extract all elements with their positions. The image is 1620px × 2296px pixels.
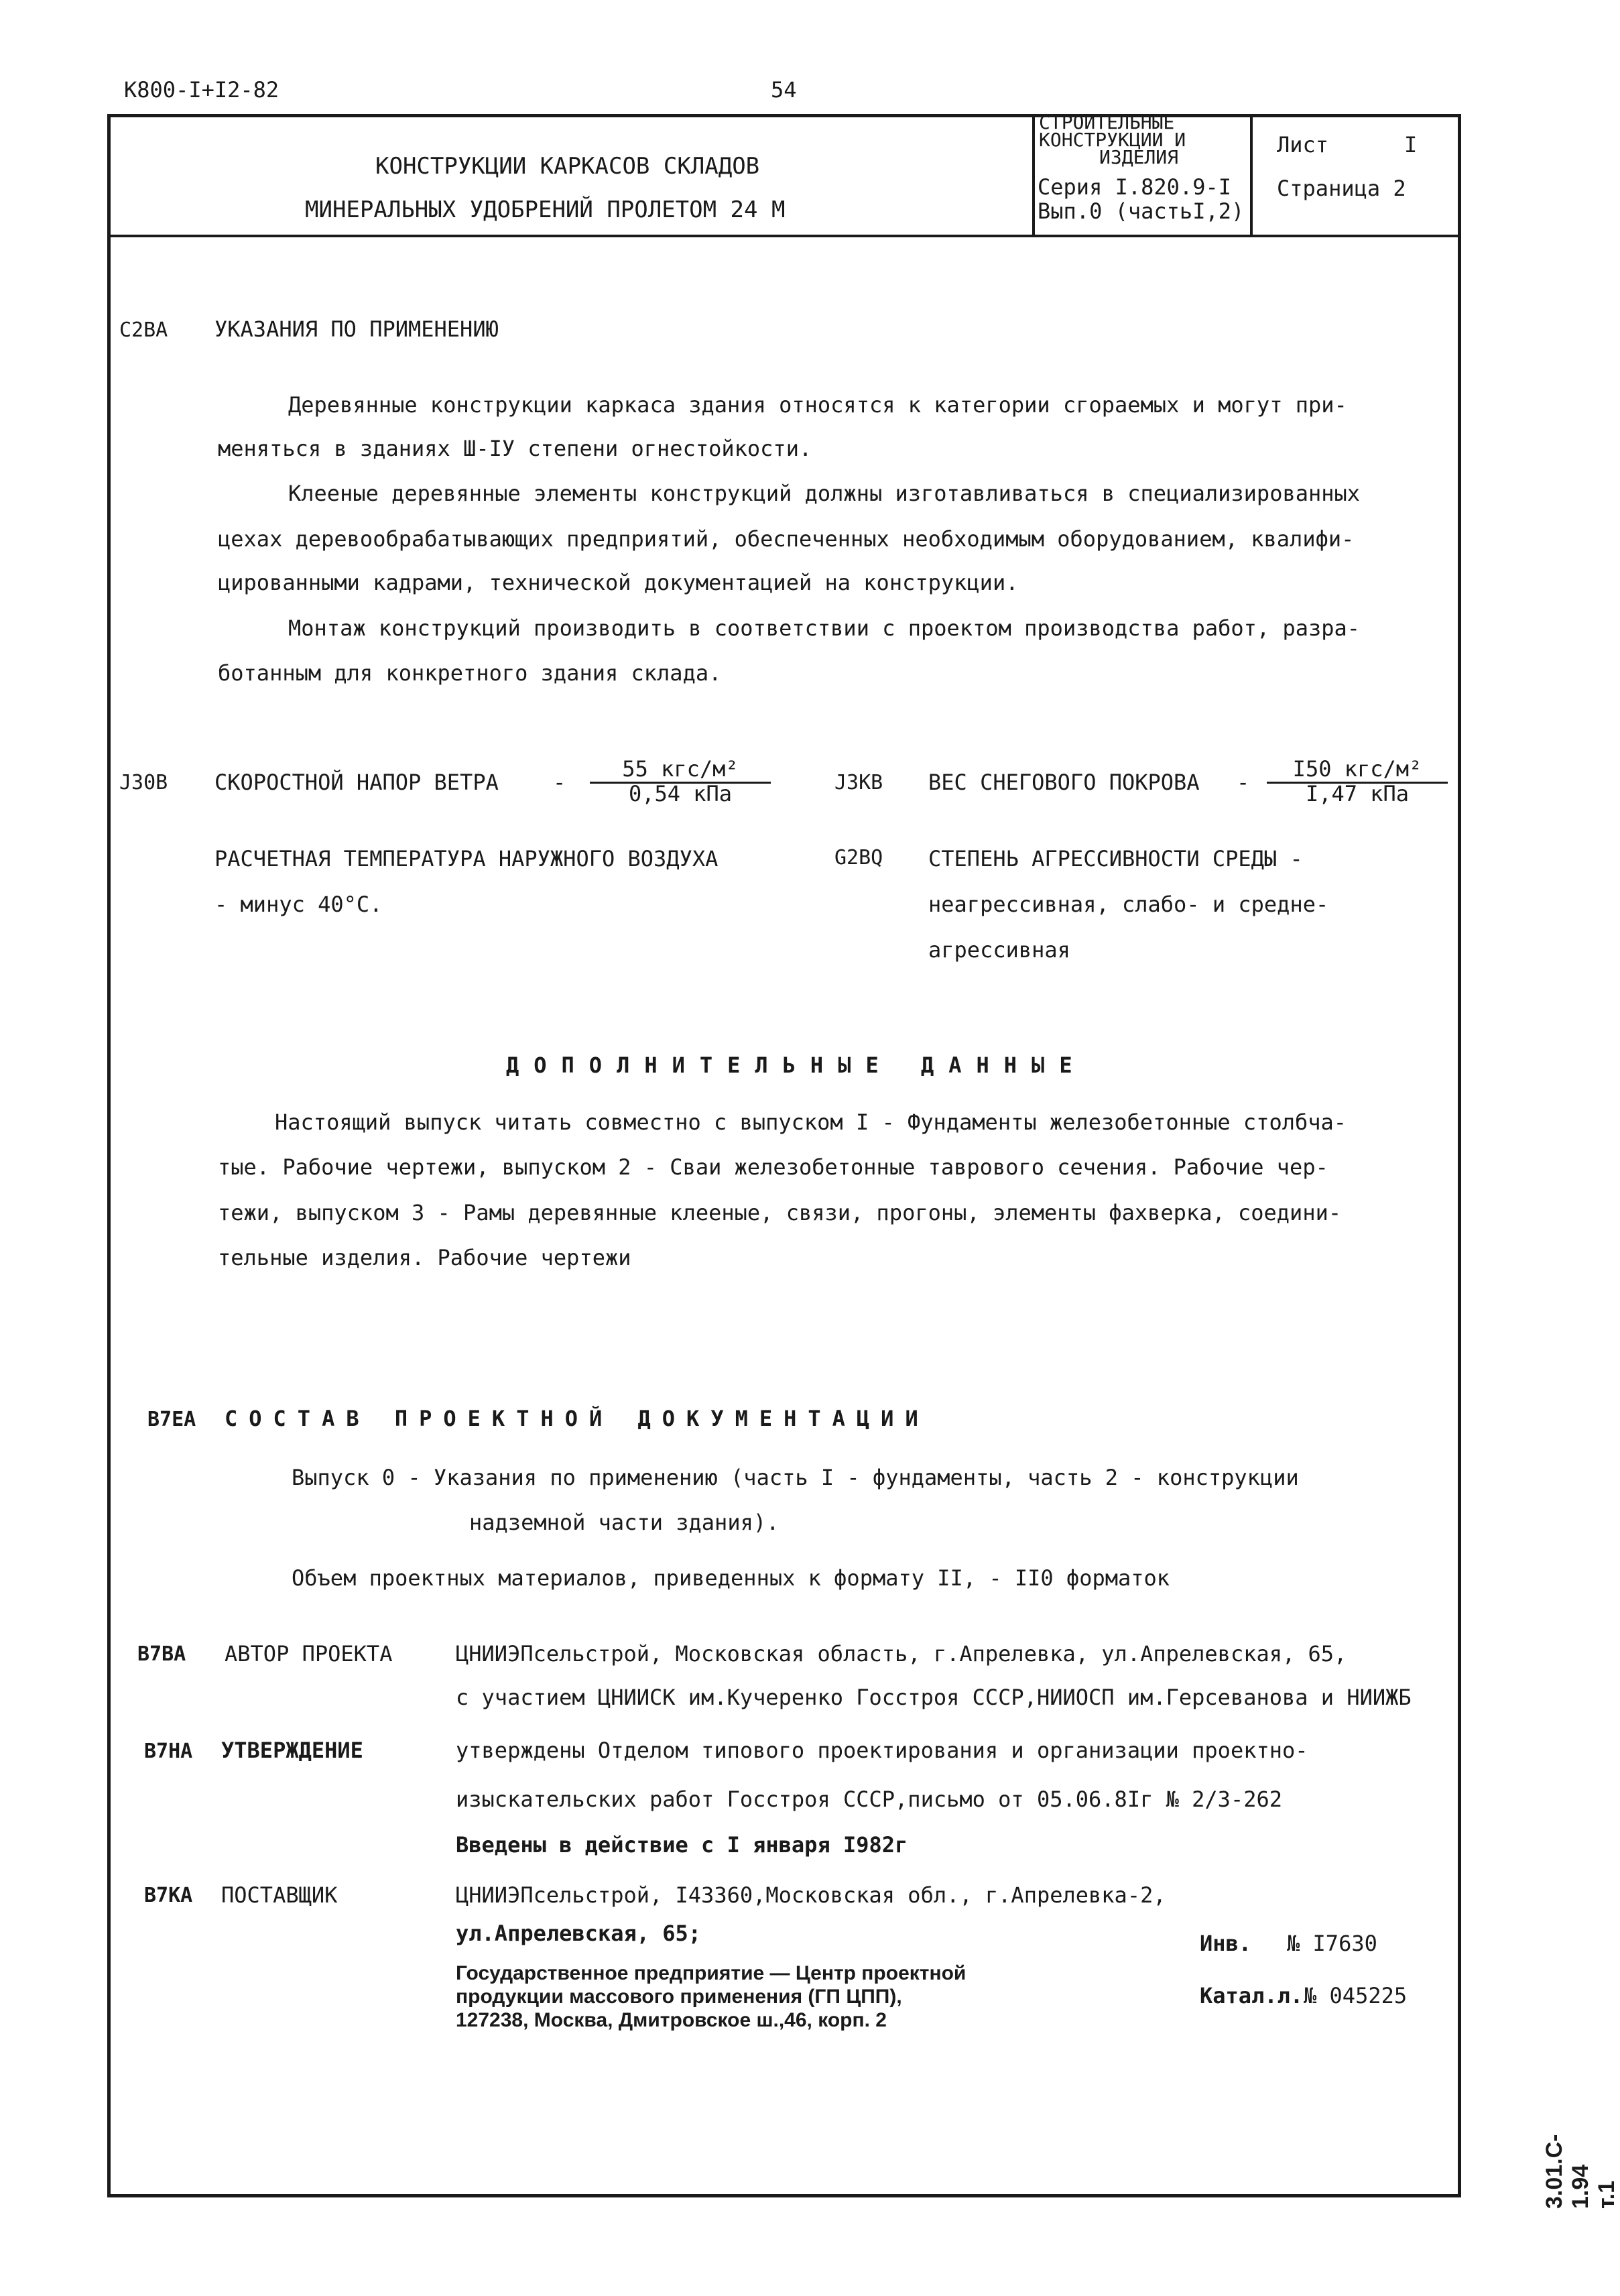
composition-heading: СОСТАВ ПРОЕКТНОЙ ДОКУМЕНТАЦИИ <box>225 1406 930 1431</box>
additional-line-1: Настоящий выпуск читать совместно с выпуском I - Фундаменты железобетонные столбча- <box>275 1109 1347 1135</box>
title-block-divider <box>107 235 1461 237</box>
side-code: 3.01.C-1.94 т.1 <box>1542 2134 1619 2209</box>
aggressivity-code: G2BQ <box>834 846 883 869</box>
series-number: Серия I.820.9-I <box>1038 174 1231 200</box>
snow-value <box>1267 756 1448 804</box>
additional-line-3: тежи, выпуском 3 - Рамы деревянные клееные, связи, прогоны, элементы фахверка, соедини- <box>218 1200 1342 1225</box>
author-line-2: с участием ЦНИИСК им.Кучеренко Госстроя СССР,НИИОСП им.Герсеванова и НИИЖБ <box>456 1685 1412 1710</box>
author-label: АВТОР ПРОЕКТА <box>225 1641 393 1667</box>
inventory-label: Инв. <box>1200 1931 1252 1956</box>
series-line-1: СТРОИТЕЛЬНЫЕ <box>1039 111 1175 133</box>
composition-issue-line-1: Выпуск 0 - Указания по применению (часть I - фундаменты, часть 2 - конструкции <box>292 1465 1299 1490</box>
aggressivity-line-3: агрессивная <box>928 937 1070 963</box>
additional-heading: ДОПОЛНИТЕЛЬНЫЕ ДАННЫЕ <box>506 1052 1087 1078</box>
wind-value-kgf: 55 кгс/м² <box>590 756 771 784</box>
wind-value <box>590 756 771 804</box>
catalog-value: № 045225 <box>1304 1983 1408 2008</box>
composition-volume: Объем проектных материалов, приведенных к формату II, - II0 форматок <box>292 1565 1170 1591</box>
approval-line-2: изыскательских работ Госстроя СССР,письмо от 05.06.8Iг № 2/3-262 <box>456 1787 1282 1812</box>
usage-line-2: меняться в зданиях Ш-IУ степени огнестойкости. <box>218 436 812 461</box>
additional-line-2: тые. Рабочие чертежи, выпуском 2 - Сваи железобетонные таврового сечения. Рабочие чер- <box>218 1154 1328 1180</box>
inventory-value: № I7630 <box>1287 1931 1377 1956</box>
usage-heading: УКАЗАНИЯ ПО ПРИМЕНЕНИЮ <box>214 316 499 342</box>
stamp-line-3: 127238, Москва, Дмитровское ш.,46, корп. 2 <box>456 2009 887 2031</box>
snow-value-kgf: I50 кгс/м² <box>1267 756 1448 784</box>
snow-value-kpa: I,47 кПа <box>1305 781 1410 806</box>
wind-value-kpa: 0,54 кПа <box>628 781 733 806</box>
wind-dash: - <box>553 770 566 795</box>
snow-dash: - <box>1237 770 1250 795</box>
usage-line-3: Клееные деревянные элементы конструкций должны изготавливаться в специализированных <box>288 481 1361 506</box>
catalog-label: Катал.л. <box>1200 1983 1304 2008</box>
approval-code: B7HA <box>144 1740 193 1763</box>
page-label: Страница 2 <box>1277 176 1406 201</box>
supplier-line-1: ЦНИИЭПсельстрой, I43360,Московская обл., г.Апрелевка-2, <box>456 1882 1166 1908</box>
usage-line-4: цехах деревообрабатывающих предприятий, обеспеченных необходимым оборудованием, квалифи- <box>218 526 1355 552</box>
usage-line-1: Деревянные конструкции каркаса здания относятся к категории сгораемых и могут при- <box>288 392 1347 418</box>
composition-issue-line-2: надземной части здания). <box>469 1510 780 1535</box>
page-number: 54 <box>771 77 797 103</box>
aggressivity-line-2: неагрессивная, слабо- и средне- <box>928 892 1329 917</box>
supplier-line-2: ул.Апрелевская, 65; <box>456 1921 702 1946</box>
series-issue: Вып.0 (частьI,2) <box>1038 198 1245 224</box>
snow-code: J3KB <box>834 771 883 794</box>
approval-label: УТВЕРЖДЕНИЕ <box>221 1738 363 1763</box>
title-line-2: МИНЕРАЛЬНЫХ УДОБРЕНИЙ ПРОЛЕТОМ 24 М <box>305 196 786 223</box>
title-line-1: КОНСТРУКЦИИ КАРКАСОВ СКЛАДОВ <box>375 153 760 180</box>
snow-label: ВЕС СНЕГОВОГО ПОКРОВА <box>928 770 1200 795</box>
usage-line-7: ботанным для конкретного здания склада. <box>218 660 722 686</box>
sheet-label: Лист <box>1277 132 1329 158</box>
title-block-vline-1 <box>1032 114 1035 236</box>
composition-code: B7EA <box>147 1408 196 1431</box>
wind-label: СКОРОСТНОЙ НАПОР ВЕТРА <box>214 770 499 795</box>
series-line-3: ИЗДЕЛИЯ <box>1099 146 1179 168</box>
temperature-label: РАСЧЕТНАЯ ТЕМПЕРАТУРА НАРУЖНОГО ВОЗДУХА <box>214 846 719 871</box>
usage-code: C2BA <box>119 318 168 342</box>
additional-line-4: тельные изделия. Рабочие чертежи <box>218 1245 631 1270</box>
usage-line-5: цированными кадрами, технической документацией на конструкции. <box>218 570 1019 595</box>
title-block-vline-2 <box>1250 114 1253 236</box>
temperature-value: - минус 40°С. <box>214 892 383 917</box>
supplier-label: ПОСТАВЩИК <box>221 1882 338 1908</box>
author-code: B7BA <box>137 1642 186 1666</box>
usage-line-6: Монтаж конструкций производить в соответствии с проектом производства работ, разра- <box>288 615 1361 641</box>
wind-code: J30B <box>119 771 168 794</box>
approval-line-3: Введены в действие с I января I982г <box>456 1832 908 1858</box>
stamp-line-2: продукции массового применения (ГП ЦПП), <box>456 1986 902 2008</box>
sheet-value: I <box>1404 132 1418 158</box>
series-block <box>1039 111 1186 168</box>
approval-line-1: утверждены Отделом типового проектирования и организации проектно- <box>456 1738 1308 1763</box>
series-line-2: КОНСТРУКЦИИ И <box>1039 129 1186 151</box>
stamp-line-1: Государственное предприятие — Центр проектной <box>456 1962 967 1984</box>
author-line-1: ЦНИИЭПсельстрой, Московская область, г.Апрелевка, ул.Апрелевская, 65, <box>456 1641 1347 1667</box>
supplier-code: B7KA <box>144 1884 193 1907</box>
aggressivity-label: СТЕПЕНЬ АГРЕССИВНОСТИ СРЕДЫ - <box>928 846 1303 871</box>
document-code: К800-I+I2-82 <box>124 77 279 103</box>
